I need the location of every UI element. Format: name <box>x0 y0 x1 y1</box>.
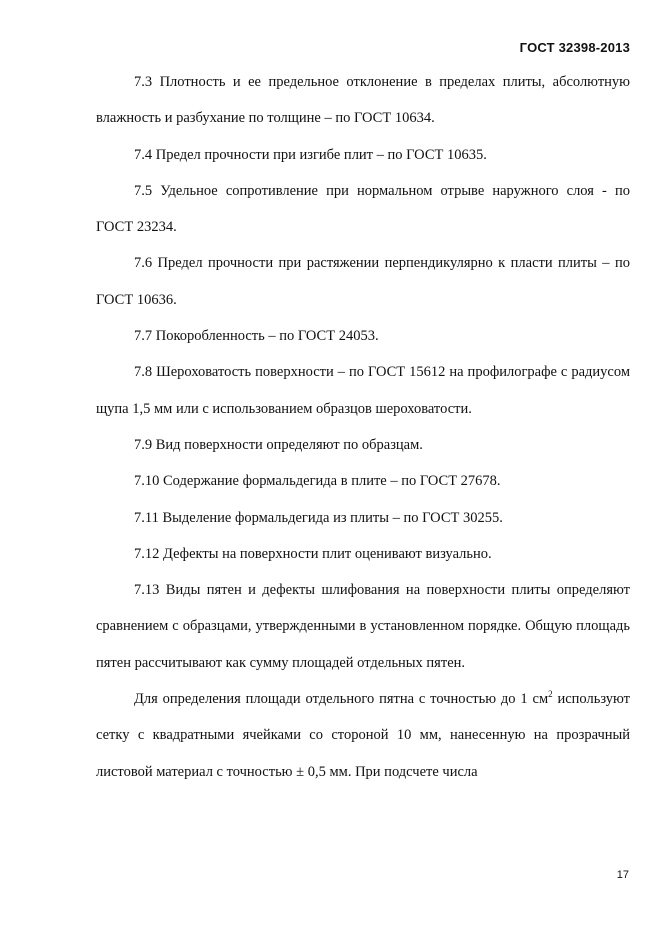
paragraph-7-5: 7.5 Удельное сопротивление при нормальном отрыве наружного слоя - по ГОСТ 23234. <box>96 182 630 236</box>
paragraph-7-11: 7.11 Выделение формальдегида из плиты – по ГОСТ 30255. <box>134 509 503 526</box>
paragraph-7-6: 7.6 Предел прочности при растяжении перпендикулярно к пласти плиты – по ГОСТ 10636. <box>96 255 630 308</box>
paragraph-7-3: 7.3 Плотность и ее предельное отклонение в пределах плиты, абсолютную влажность и разбухание по толщине – по ГОСТ 10634. <box>96 74 630 127</box>
document-body <box>96 64 630 790</box>
paragraph-7-4: 7.4 Предел прочности при изгибе плит – по ГОСТ 10635. <box>134 146 487 163</box>
paragraph-7-13: 7.13 Виды пятен и дефекты шлифования на поверхности плиты определяют сравнением с образцами, утвержденными в установленном порядке. Общую площадь пятен рассчитывают как сумму площадей отдельных пятен. <box>96 582 630 671</box>
paragraph-7-12: 7.12 Дефекты на поверхности плит оценивают визуально. <box>134 545 492 562</box>
paragraph-spot-area <box>96 681 630 790</box>
paragraph-7-10: 7.10 Содержание формальдегида в плите – по ГОСТ 27678. <box>134 473 501 490</box>
page-number: 17 <box>616 869 629 881</box>
square-superscript: 2 <box>548 689 553 700</box>
paragraph-7-8: 7.8 Шероховатость поверхности – по ГОСТ 15612 на профилографе с радиусом щупа 1,5 мм или с использованием образцов шероховатости. <box>96 364 630 417</box>
spot-area-text-end: используют сетку с квадратными ячейками со стороной 10 мм, нанесенную на прозрачный листовой материал с точностью ± 0,5 мм. При подсчете числа <box>96 691 630 780</box>
paragraph-7-9: 7.9 Вид поверхности определяют по образцам. <box>134 436 423 453</box>
standard-header: ГОСТ 32398-2013 <box>519 40 630 55</box>
spot-area-text-start: Для определения площади отдельного пятна с точностью до 1 см <box>134 691 549 708</box>
paragraph-7-7: 7.7 Покоробленность – по ГОСТ 24053. <box>134 328 379 345</box>
